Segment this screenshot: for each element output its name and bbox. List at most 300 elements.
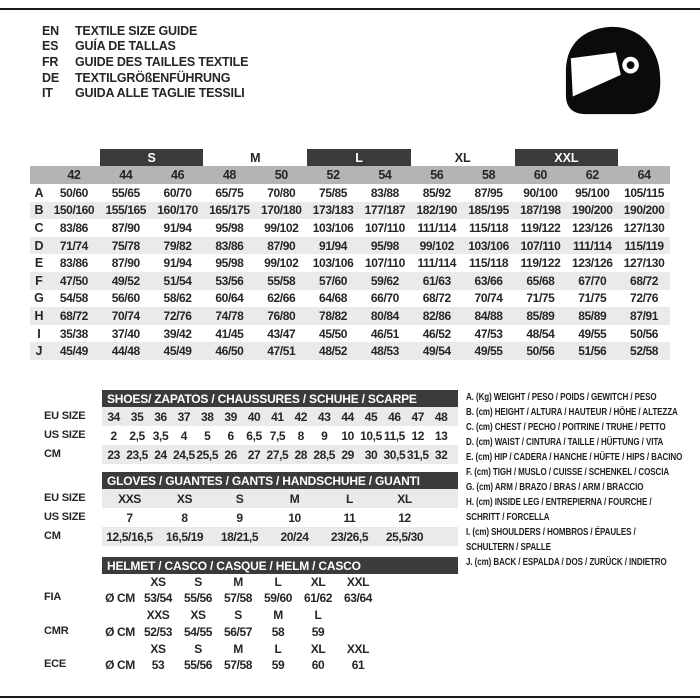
table-cell: 48/53 xyxy=(370,344,399,359)
table-cell: 85/89 xyxy=(526,308,555,323)
table-cell: 2 xyxy=(110,428,117,443)
legend-line: SCHRITT / FORCELLA xyxy=(466,512,550,523)
table-cell: 34 xyxy=(107,409,120,424)
language-code: EN xyxy=(42,23,59,38)
size-table-row xyxy=(30,184,670,202)
legend-line: E. (cm) HIP / CADERA / HANCHE / HÜFTE / HIPS / BACINO xyxy=(466,452,683,463)
language-code: FR xyxy=(42,54,59,69)
table-cell: 190/200 xyxy=(571,203,613,218)
shoes-cm-row xyxy=(102,445,458,464)
language-row xyxy=(42,70,248,86)
table-cell: 45/50 xyxy=(319,326,348,341)
table-cell: 115/118 xyxy=(468,220,509,235)
table-cell: 83/86 xyxy=(59,220,88,235)
table-cell: 105/115 xyxy=(624,185,665,200)
table-cell: 53 xyxy=(151,658,165,673)
size-table-row xyxy=(30,342,670,360)
table-cell: 72/76 xyxy=(630,291,659,306)
table-cell: 25,5 xyxy=(196,447,219,462)
table-cell: 91/94 xyxy=(319,238,348,253)
table-cell: S xyxy=(194,574,202,589)
cmr-value-row xyxy=(102,623,458,642)
table-cell: 58/62 xyxy=(163,291,192,306)
table-cell: 47/53 xyxy=(474,326,503,341)
table-cell: 61/63 xyxy=(422,273,451,288)
table-cell: 53/56 xyxy=(215,273,244,288)
table-cell: 39 xyxy=(224,409,237,424)
table-cell: 35 xyxy=(130,409,144,424)
table-cell: 68/72 xyxy=(59,308,88,323)
size-column-header: 58 xyxy=(482,168,496,182)
table-cell: 41/45 xyxy=(215,326,244,341)
size-column-header: 44 xyxy=(119,168,133,182)
language-code: IT xyxy=(42,86,53,101)
table-cell: 123/126 xyxy=(571,220,613,235)
table-cell: 7 xyxy=(126,510,133,525)
table-cell: 59 xyxy=(271,658,285,673)
size-group-s: S xyxy=(100,149,204,166)
language-row xyxy=(42,54,248,70)
table-cell: 10 xyxy=(288,510,301,525)
gloves-cm-label: CM xyxy=(44,530,61,542)
table-cell: 127/130 xyxy=(623,220,665,235)
row-label: B xyxy=(34,203,44,218)
ece-size-row xyxy=(102,641,458,656)
table-cell: 59/60 xyxy=(263,591,293,606)
table-cell: 111/114 xyxy=(417,220,457,235)
guide-title: GUIDA ALLE TAGLIE TESSILI xyxy=(75,86,245,101)
table-cell: 70/80 xyxy=(267,185,296,200)
table-cell: 43 xyxy=(317,409,331,424)
table-cell: 111/114 xyxy=(572,238,612,253)
table-cell: 13 xyxy=(434,428,448,443)
table-cell: 2,5 xyxy=(129,428,145,443)
size-column-header: 52 xyxy=(326,168,340,182)
table-cell: 30,5 xyxy=(383,447,406,462)
table-cell: 18/21,5 xyxy=(220,529,259,544)
table-cell: 10 xyxy=(341,428,354,443)
size-column-header: 64 xyxy=(637,168,651,182)
table-cell: 64/68 xyxy=(319,291,348,306)
table-cell: 23 xyxy=(107,447,120,462)
table-cell: 60/64 xyxy=(215,291,244,306)
table-cell: 155/165 xyxy=(105,203,147,218)
table-cell: XL xyxy=(310,641,326,656)
table-cell: XS xyxy=(150,641,166,656)
table-cell: 11,5 xyxy=(383,428,405,443)
table-cell: 51/56 xyxy=(578,344,607,359)
guide-title: TEXTILE SIZE GUIDE xyxy=(75,23,198,38)
table-cell: 74/78 xyxy=(215,308,244,323)
table-cell: 47/51 xyxy=(267,344,296,359)
table-cell: 29 xyxy=(341,447,354,462)
legend-line: F. (cm) TIGH / MUSLO / CUISSE / SCHENKEL / COSCIA xyxy=(466,467,670,478)
gloves-table-title: GLOVES / GUANTES / GANTS / HANDSCHUHE / GUANTI xyxy=(102,472,458,489)
table-cell: 78/82 xyxy=(319,308,348,323)
size-column-header: 48 xyxy=(222,168,236,182)
table-cell: 90/100 xyxy=(523,185,558,200)
table-cell: 58 xyxy=(271,624,285,639)
table-cell: 65/68 xyxy=(526,273,555,288)
table-cell: 43/47 xyxy=(267,326,296,341)
table-cell: 44 xyxy=(341,409,354,424)
table-cell: 16,5/19 xyxy=(165,529,204,544)
table-cell: 8 xyxy=(297,428,304,443)
table-cell: 49/52 xyxy=(111,273,140,288)
table-cell: 65/75 xyxy=(215,185,244,200)
size-column-header: 56 xyxy=(430,168,444,182)
table-cell: 70/74 xyxy=(111,308,140,323)
table-cell: 46/50 xyxy=(215,344,244,359)
gloves-table xyxy=(102,472,458,546)
racing-helmet-icon xyxy=(556,24,664,118)
legend-line: C. (cm) CHEST / PECHO / POITRINE / TRUHE / PETTO xyxy=(466,422,666,433)
table-cell: 84/88 xyxy=(474,308,503,323)
table-cell: 53/54 xyxy=(143,591,173,606)
table-cell: 187/198 xyxy=(520,203,561,218)
table-cell: 49/54 xyxy=(422,344,451,359)
table-cell: M xyxy=(233,574,243,589)
table-cell: 91/94 xyxy=(163,220,192,235)
size-table-row xyxy=(30,237,670,255)
table-cell: 26 xyxy=(224,447,237,462)
table-cell: 25,5/30 xyxy=(385,529,424,544)
size-group-m: M xyxy=(250,150,261,165)
legend-line: SCHULTERN / SPALLE xyxy=(466,542,551,553)
table-cell: S xyxy=(194,641,202,656)
table-cell: 111/114 xyxy=(417,256,457,271)
guide-title: GUIDE DES TAILLES TEXTILE xyxy=(75,54,249,69)
table-cell: 55/58 xyxy=(267,273,296,288)
table-cell: 55/56 xyxy=(183,658,213,673)
table-cell: 45 xyxy=(364,409,378,424)
table-cell: 55/56 xyxy=(183,591,213,606)
diameter-cm-label: Ø CM xyxy=(105,658,135,673)
size-column-header: 54 xyxy=(378,168,392,182)
language-row xyxy=(42,39,248,55)
table-cell: L xyxy=(346,491,353,506)
table-cell: 99/102 xyxy=(264,256,299,271)
shoes-us-row xyxy=(102,426,458,445)
size-column-header: 62 xyxy=(585,168,599,182)
table-cell: 50/56 xyxy=(630,326,659,341)
table-cell: 9 xyxy=(236,510,243,525)
table-cell: XS xyxy=(176,491,193,506)
table-cell: 66/70 xyxy=(370,291,399,306)
ece-standard-label: ECE xyxy=(44,658,67,670)
table-cell: 119/122 xyxy=(520,220,561,235)
size-group-header xyxy=(30,149,670,166)
table-cell: 87/90 xyxy=(111,220,140,235)
table-cell: 28,5 xyxy=(313,447,336,462)
table-cell: XL xyxy=(310,574,326,589)
table-cell: 52/58 xyxy=(630,344,659,359)
table-cell: 12,5/16,5 xyxy=(106,529,153,544)
table-cell: 38 xyxy=(200,409,214,424)
table-cell: 185/195 xyxy=(468,203,509,218)
table-cell: 67/70 xyxy=(578,273,607,288)
table-cell: 60/70 xyxy=(163,185,192,200)
size-table-row xyxy=(30,254,670,272)
size-table-row xyxy=(30,290,670,308)
table-cell: 71/74 xyxy=(59,238,88,253)
table-cell: 49/55 xyxy=(578,326,607,341)
table-cell: 173/183 xyxy=(312,203,354,218)
table-cell: 57/60 xyxy=(319,273,348,288)
table-cell: 24,5 xyxy=(172,447,195,462)
size-group-xl: XL xyxy=(454,150,471,165)
table-cell: 91/94 xyxy=(163,256,192,271)
table-cell: 61/62 xyxy=(303,591,333,606)
language-code: ES xyxy=(42,39,59,54)
table-cell: 8 xyxy=(181,510,188,525)
shoes-table xyxy=(102,390,458,464)
table-cell: 54/58 xyxy=(59,291,88,306)
table-cell: 56/57 xyxy=(223,624,253,639)
table-cell: 47 xyxy=(411,409,425,424)
row-label: J xyxy=(35,344,43,359)
table-cell: 75/78 xyxy=(111,238,140,253)
table-cell: 95/98 xyxy=(215,256,244,271)
table-cell: 57/58 xyxy=(223,591,253,606)
legend-line: J. (cm) BACK / ESPALDA / DOS / ZURÜCK / INDIETRO xyxy=(466,557,667,568)
size-table-row xyxy=(30,272,670,290)
table-cell: 85/92 xyxy=(422,185,451,200)
table-cell: 35/38 xyxy=(59,326,88,341)
table-cell: 49/55 xyxy=(474,344,503,359)
table-cell: 165/175 xyxy=(209,203,250,218)
helmet-table xyxy=(102,557,458,675)
table-cell: 45/49 xyxy=(59,344,88,359)
table-cell: 107/110 xyxy=(520,238,561,253)
table-cell: 99/102 xyxy=(419,238,454,253)
language-title-list xyxy=(42,23,248,101)
table-cell: 27 xyxy=(247,447,261,462)
table-cell: 72/76 xyxy=(163,308,192,323)
legend-line: I. (cm) SHOULDERS / HOMBROS / ÉPAULES / xyxy=(466,527,636,538)
legend-line: G. (cm) ARM / BRAZO / BRAS / ARM / BRACCIO xyxy=(466,482,644,493)
table-cell: 42 xyxy=(294,409,308,424)
table-cell: 160/170 xyxy=(157,203,198,218)
language-row xyxy=(42,85,248,101)
table-cell: 119/122 xyxy=(520,256,561,271)
gloves-us-row xyxy=(102,508,458,527)
shoes-eu-size-label: EU SIZE xyxy=(44,410,86,422)
size-number-row xyxy=(30,166,670,184)
table-cell: 71/75 xyxy=(578,291,607,306)
table-cell: 76/80 xyxy=(267,308,296,323)
table-cell: 83/86 xyxy=(215,238,244,253)
legend-line: H. (cm) INSIDE LEG / ENTREPIERNA / FOURCHE / xyxy=(466,497,652,508)
table-cell: 63/64 xyxy=(343,591,373,606)
guide-title: GUÍA DE TALLAS xyxy=(75,39,176,54)
table-cell: 37 xyxy=(177,409,191,424)
legend-line: B. (cm) HEIGHT / ALTURA / HAUTEUR / HÖHE / ALTEZZA xyxy=(466,407,678,418)
table-cell: 75/85 xyxy=(319,185,348,200)
diameter-cm-label: Ø CM xyxy=(105,624,135,639)
table-cell: 48 xyxy=(434,409,448,424)
table-cell: 79/82 xyxy=(163,238,192,253)
row-label: D xyxy=(34,238,44,253)
table-cell: 23/26,5 xyxy=(330,529,369,544)
table-cell: 71/75 xyxy=(526,291,555,306)
table-cell: XXS xyxy=(118,491,141,506)
size-column-header: 60 xyxy=(533,168,547,182)
fia-size-row xyxy=(102,574,458,589)
table-cell: 39/42 xyxy=(163,326,192,341)
table-cell: 83/88 xyxy=(370,185,399,200)
gloves-us-size-label: US SIZE xyxy=(44,511,86,523)
table-cell: 87/90 xyxy=(111,256,140,271)
table-cell: 127/130 xyxy=(623,256,665,271)
size-table-row xyxy=(30,219,670,237)
table-cell: 48/54 xyxy=(526,326,555,341)
table-cell: 95/100 xyxy=(575,185,610,200)
table-cell: 107/110 xyxy=(364,220,405,235)
table-cell: 95/98 xyxy=(215,220,244,235)
gloves-eu-size-label: EU SIZE xyxy=(44,492,86,504)
table-cell: 99/102 xyxy=(264,220,299,235)
table-cell: 87/91 xyxy=(630,308,659,323)
shoes-us-size-label: US SIZE xyxy=(44,429,86,441)
table-cell: 123/126 xyxy=(571,256,613,271)
table-cell: 59 xyxy=(311,624,325,639)
size-table-row xyxy=(30,202,670,220)
table-cell: 59/62 xyxy=(370,273,399,288)
table-cell: M xyxy=(289,491,300,506)
row-label: C xyxy=(34,220,44,235)
table-cell: 24 xyxy=(154,447,167,462)
table-cell: 46/52 xyxy=(422,326,451,341)
table-cell: 150/160 xyxy=(53,203,95,218)
table-cell: 9 xyxy=(321,428,328,443)
table-cell: XS xyxy=(150,574,166,589)
table-cell: 87/90 xyxy=(267,238,296,253)
size-group-l: L xyxy=(307,149,411,166)
table-cell: 54/55 xyxy=(183,624,213,639)
table-cell: S xyxy=(235,491,244,506)
textile-size-table xyxy=(30,149,670,360)
table-cell: M xyxy=(273,608,283,622)
table-cell: 12 xyxy=(411,428,425,443)
legend-line: D. (cm) WAIST / CINTURA / TAILLE / HÜFTUNG / VITA xyxy=(466,437,664,448)
table-cell: XS xyxy=(190,608,206,622)
table-cell: 47/50 xyxy=(59,273,88,288)
table-cell: 50/56 xyxy=(526,344,555,359)
row-label: I xyxy=(37,326,41,341)
table-cell: L xyxy=(314,608,322,622)
table-cell: 52/53 xyxy=(143,624,173,639)
language-row xyxy=(42,23,248,39)
table-cell: 40 xyxy=(247,409,261,424)
gloves-cm-row xyxy=(102,527,458,546)
row-label: G xyxy=(34,291,44,306)
table-cell: 45/49 xyxy=(163,344,192,359)
table-cell: 20/24 xyxy=(280,529,309,544)
table-cell: 85/89 xyxy=(578,308,607,323)
table-cell: 48/52 xyxy=(319,344,348,359)
gloves-eu-row xyxy=(102,489,458,508)
size-group-xxl: XXL xyxy=(515,149,619,166)
table-cell: 103/106 xyxy=(312,256,354,271)
diameter-cm-label: Ø CM xyxy=(105,591,135,606)
table-cell: 55/65 xyxy=(111,185,140,200)
language-code: DE xyxy=(42,70,59,85)
table-cell: 41 xyxy=(271,409,284,424)
fia-value-row xyxy=(102,589,458,608)
table-cell: M xyxy=(233,641,243,656)
table-cell: 182/190 xyxy=(416,203,458,218)
table-cell: 6,5 xyxy=(246,428,262,443)
size-table-row xyxy=(30,325,670,343)
table-cell: S xyxy=(234,608,242,622)
table-cell: 61 xyxy=(351,658,365,673)
table-cell: 4 xyxy=(180,428,187,443)
table-cell: 63/66 xyxy=(474,273,503,288)
table-cell: 31,5 xyxy=(406,447,429,462)
table-cell: 46/51 xyxy=(370,326,399,341)
fia-standard-label: FIA xyxy=(44,591,62,603)
size-table-row xyxy=(30,307,670,325)
table-cell: 82/86 xyxy=(422,308,451,323)
size-column-header: 46 xyxy=(171,168,185,182)
table-cell: 103/106 xyxy=(312,220,354,235)
shoes-table-title: SHOES/ ZAPATOS / CHAUSSURES / SCHUHE / SCARPE xyxy=(102,390,458,407)
table-cell: 115/118 xyxy=(468,256,509,271)
size-table-body xyxy=(30,184,670,360)
table-cell: 11 xyxy=(343,510,356,525)
table-cell: 12 xyxy=(398,510,411,525)
table-cell: XXS xyxy=(146,608,170,622)
row-label: F xyxy=(35,273,43,288)
table-cell: 103/106 xyxy=(468,238,509,253)
table-cell: 60 xyxy=(311,658,325,673)
table-cell: 10,5 xyxy=(360,428,382,443)
table-cell: 115/119 xyxy=(624,238,664,253)
table-cell: XL xyxy=(397,491,412,506)
cmr-standard-label: CMR xyxy=(44,624,69,637)
row-label: E xyxy=(34,256,44,271)
table-cell: 87/95 xyxy=(474,185,503,200)
table-cell: 7,5 xyxy=(269,428,286,443)
shoes-cm-label: CM xyxy=(44,448,61,460)
spacer xyxy=(618,149,670,166)
table-cell: 50/60 xyxy=(59,185,88,200)
measurement-legend xyxy=(466,390,682,570)
table-cell: 68/72 xyxy=(422,291,451,306)
table-cell: 51/54 xyxy=(163,273,192,288)
table-cell: 95/98 xyxy=(370,238,399,253)
table-cell: 5 xyxy=(204,428,211,443)
table-cell: L xyxy=(274,641,282,656)
table-cell: 6 xyxy=(227,428,234,443)
table-cell: 44/48 xyxy=(111,344,140,359)
table-cell: L xyxy=(274,574,282,589)
table-cell: 32 xyxy=(434,447,448,462)
table-cell: 27,5 xyxy=(266,447,289,462)
table-cell: 57/58 xyxy=(223,658,253,673)
shoes-eu-row xyxy=(102,407,458,426)
table-cell: 190/200 xyxy=(623,203,665,218)
table-cell: 36 xyxy=(154,409,167,424)
table-cell: 30 xyxy=(364,447,378,462)
table-cell: 56/60 xyxy=(111,291,140,306)
table-cell: 62/66 xyxy=(267,291,296,306)
helmet-table-title: HELMET / CASCO / CASQUE / HELM / CASCO xyxy=(102,557,458,574)
table-cell: 68/72 xyxy=(630,273,659,288)
spacer xyxy=(30,149,100,166)
size-column-header: 50 xyxy=(274,168,288,182)
